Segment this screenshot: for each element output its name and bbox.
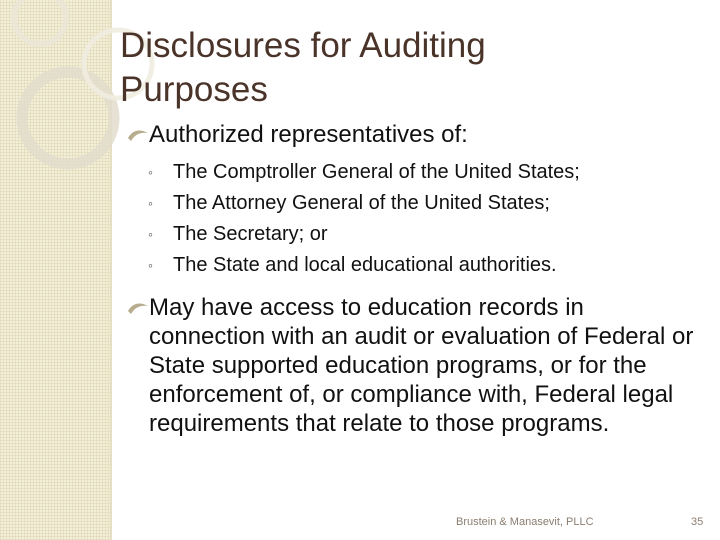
slide-body (125, 120, 695, 438)
footer-firm-name: Brustein & Manasevit, PLLC (456, 516, 594, 528)
swoosh-bullet-icon (127, 300, 149, 316)
bullet-text: Authorized representatives of: (149, 121, 468, 148)
sub-bullet-list (125, 157, 695, 281)
sub-bullet-secretary (125, 219, 695, 250)
sub-bullet-text: The Secretary; or (173, 223, 328, 245)
page-number: 35 (691, 516, 704, 528)
sub-bullet-attorney-general (125, 188, 695, 219)
bullet-access-to-records (125, 293, 695, 438)
swoosh-bullet-icon (127, 127, 149, 143)
sub-bullet-state-local (125, 250, 695, 281)
sub-bullet-text: The Attorney General of the United States; (173, 192, 550, 214)
sub-bullet-text: The Comptroller General of the United States; (173, 161, 580, 183)
bullet-text: May have access to education records in connection with an audit or evaluation of Federal or State supported education programs, or for the enforcement of, or compliance with, Federal legal requirements that relate to those programs. (149, 294, 694, 437)
ring-bullet-icon: ◦ (148, 195, 153, 211)
bullet-authorized-representatives (125, 120, 695, 149)
sub-bullet-text: The State and local educational authorities. (173, 254, 557, 276)
ring-bullet-icon: ◦ (148, 257, 153, 273)
ring-bullet-icon: ◦ (148, 164, 153, 180)
slide-title: Disclosures for Auditing Purposes (120, 26, 486, 109)
ring-bullet-icon: ◦ (148, 226, 153, 242)
sub-bullet-comptroller (125, 157, 695, 188)
